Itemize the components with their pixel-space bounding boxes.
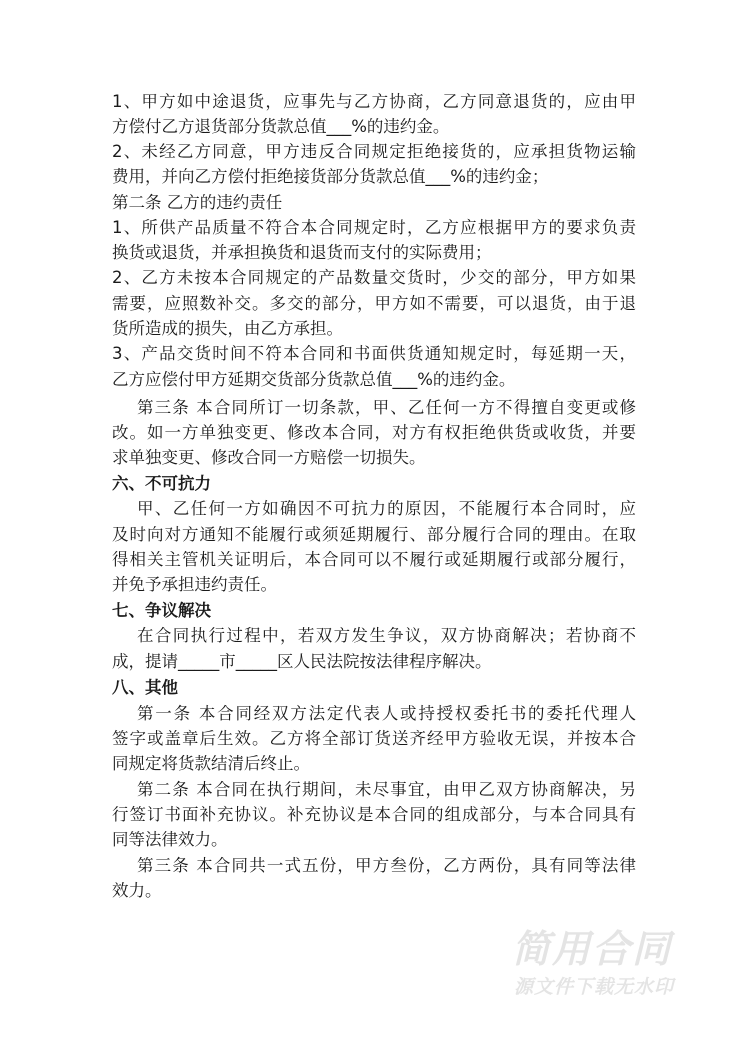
paragraph-line: 甲、乙任何一方如确因不可抗力的原因，不能履行本合同时，应	[137, 499, 636, 518]
paragraph-line: 同等法律效力。	[112, 830, 228, 849]
paragraph-line: 费用，并向乙方偿付拒绝接货部分货款总值___%的违约金；	[112, 167, 549, 186]
paragraph-line: 改。如一方单独变更、修改本合同，对方有权拒绝供货或收货，并要	[112, 423, 636, 442]
paragraph-line: 第一条 本合同经双方法定代表人或持授权委托书的委托代理人	[137, 704, 636, 723]
watermark-title: 简用合同	[512, 927, 673, 971]
paragraph-line: 1、甲方如中途退货，应事先与乙方协商，乙方同意退货的，应由甲	[112, 92, 636, 111]
paragraph-line: 货所造成的损失，由乙方承担。	[112, 319, 343, 338]
paragraph-line: 效力。	[112, 881, 162, 900]
paragraph-line: 在合同执行过程中，若双方发生争议，双方协商解决；若协商不	[137, 626, 636, 645]
paragraph-line: 方偿付乙方退货部分货款总值___%的违约金。	[112, 117, 450, 136]
paragraph-line: 2、未经乙方同意，甲方违反合同规定拒绝接货的，应承担货物运输	[112, 142, 636, 161]
paragraph-line: 第三条 本合同共一式五份，甲方叁份，乙方两份，具有同等法律	[137, 856, 636, 875]
paragraph-line: 第二条 本合同在执行期间，未尽事宜，由甲乙双方协商解决，另	[137, 780, 636, 799]
watermark-subtitle: 源文件下载无水印	[514, 976, 675, 998]
paragraph-line: 同规定将货款结清后终止。	[112, 754, 310, 773]
section-heading: 八、其他	[112, 678, 178, 697]
paragraph-line: 第三条 本合同所订一切条款，甲、乙任何一方不得擅自变更或修	[137, 398, 636, 417]
section-heading: 七、争议解决	[112, 601, 211, 620]
paragraph-line: 成，提请_____市_____区人民法院按法律程序解决。	[112, 652, 492, 671]
paragraph-line: 得相关主管机关证明后，本合同可以不履行或延期履行或部分履行，	[112, 550, 636, 569]
section-subheading: 第二条 乙方的违约责任	[112, 193, 283, 212]
paragraph-line: 换货或退货，并承担换货和退货而支付的实际费用；	[112, 243, 492, 262]
paragraph-line: 及时向对方通知不能履行或须延期履行、部分履行合同的理由。在取	[112, 525, 636, 544]
paragraph-line: 需要，应照数补交。多交的部分，甲方如不需要，可以退货，由于退	[112, 294, 636, 313]
paragraph-line: 2、乙方未按本合同规定的产品数量交货时，少交的部分，甲方如果	[112, 268, 636, 287]
paragraph-line: 并免予承担违约责任。	[112, 575, 277, 594]
paragraph-line: 1、所供产品质量不符合本合同规定时，乙方应根据甲方的要求负责	[112, 218, 636, 237]
paragraph-line: 签字或盖章后生效。乙方将全部订货送齐经甲方验收无误，并按本合	[112, 729, 636, 748]
paragraph-line: 行签订书面补充协议。补充协议是本合同的组成部分，与本合同具有	[112, 805, 636, 824]
paragraph-line: 乙方应偿付甲方延期交货部分货款总值___%的违约金。	[112, 370, 516, 389]
paragraph-line: 求单独变更、修改合同一方赔偿一切损失。	[112, 448, 426, 467]
section-heading: 六、不可抗力	[112, 474, 211, 493]
paragraph-line: 3、产品交货时间不符本合同和书面供货通知规定时，每延期一天，	[112, 344, 636, 363]
